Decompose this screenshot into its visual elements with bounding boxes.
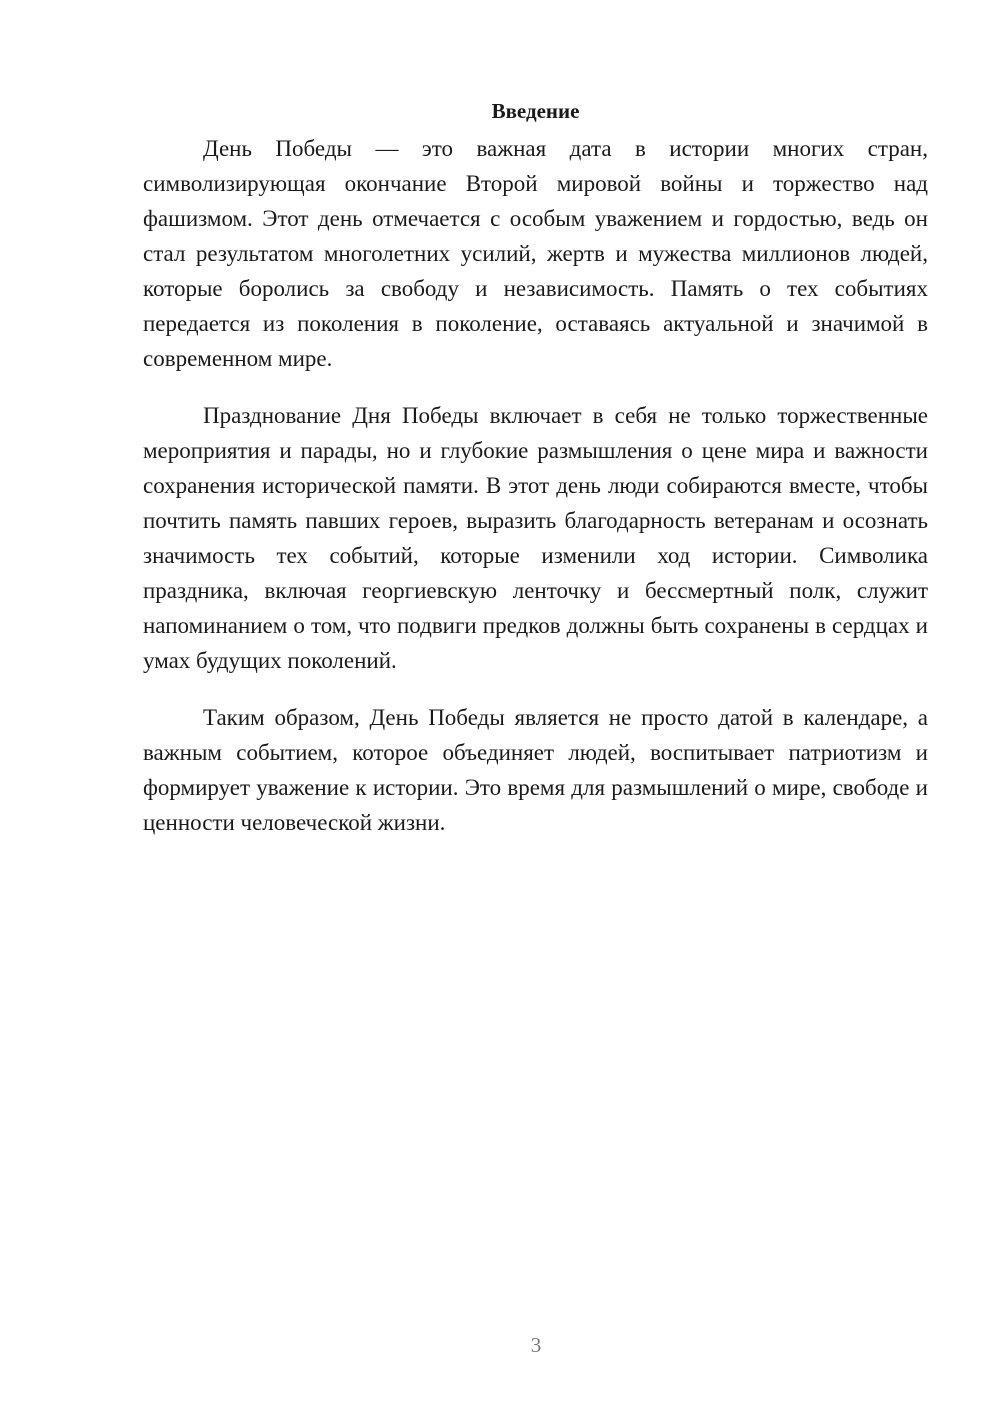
page-content <box>143 93 928 862</box>
page-number: 3 <box>530 1333 542 1357</box>
section-title: Введение <box>491 99 580 123</box>
paragraph-3: Таким образом, День Победы является не просто датой в календаре, а важным событием, которое объединяет людей, воспитывает патриотизм и формирует уважение к истории. Это время для размышлений о мире, свободе и ценности человеческой жизни. <box>143 705 928 835</box>
paragraph-1: День Победы — это важная дата в истории многих стран, символизирующая окончание Второй мировой войны и торжество над фашизмом. Этот день отмечается с особым уважением и гордостью, ведь он стал результатом многолетних усилий, жертв и мужества миллионов людей, которые боролись за свободу и независимость. Память о тех событиях передается из поколения в поколение, оставаясь актуальной и значимой в современном мире. <box>143 136 928 371</box>
paragraph-2: Празднование Дня Победы включает в себя не только торжественные мероприятия и парады, но и глубокие размышления о цене мира и важности сохранения исторической памяти. В этот день люди собираются вместе, чтобы почтить память павших героев, выразить благодарность ветеранам и осознать значимость тех событий, которые изменили ход истории. Символика праздника, включая георгиевскую ленточку и бессмертный полк, служит напоминанием о том, что подвиги предков должны быть сохранены в сердцах и умах будущих поколений. <box>143 403 928 673</box>
